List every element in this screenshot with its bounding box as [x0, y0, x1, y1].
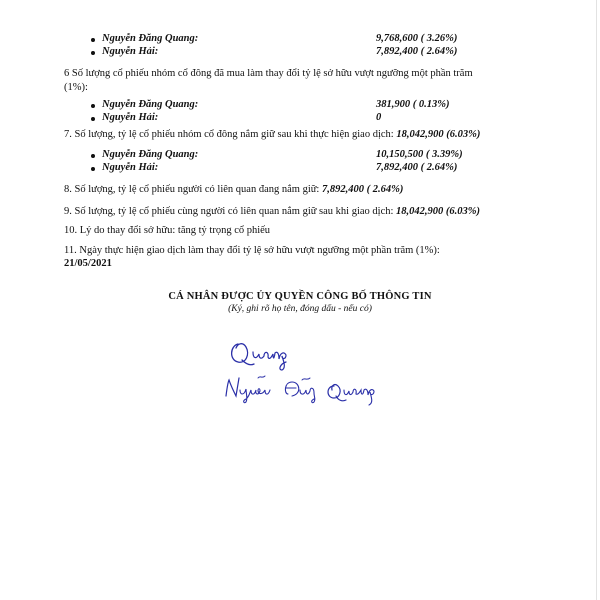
- shareholder-name: Nguyễn Đăng Quang:: [102, 99, 199, 110]
- shareholder-value: 7,892,400 ( 2.64%): [376, 162, 458, 173]
- item-8-text: 8. Số lượng, tỷ lệ cổ phiếu người có liên quan đang nắm giữ:: [64, 184, 320, 195]
- bullet-icon: [91, 38, 95, 42]
- item-7-line: [64, 128, 480, 141]
- signature-subtitle: (Ký, ghi rõ họ tên, đóng dấu - nếu có): [228, 304, 372, 314]
- item-9-line: [64, 205, 480, 218]
- item-10-text: 10. Lý do thay đổi sở hữu: tăng tỷ trọng cổ phiếu: [64, 225, 271, 236]
- shareholder-name: Nguyễn Hải:: [102, 46, 159, 57]
- item-7-text: 7. Số lượng, tỷ lệ cổ phiếu nhóm cổ đông nắm giữ sau khi thực hiện giao dịch:: [64, 129, 394, 140]
- bullet-icon: [91, 51, 95, 55]
- bullet-icon: [91, 154, 95, 158]
- handwritten-name-icon: [222, 372, 382, 408]
- item-11-text: 11. Ngày thực hiện giao dịch làm thay đổi tỷ lệ sở hữu vượt ngưỡng một phần trăm (1%):: [64, 245, 440, 256]
- shareholder-value: 9,768,600 ( 3.26%): [376, 33, 458, 44]
- item-9-value: 18,042,900 (6.03%): [396, 206, 481, 217]
- item-8-value: 7,892,400 ( 2.64%): [321, 184, 404, 195]
- shareholder-value: 7,892,400 ( 2.64%): [376, 46, 458, 57]
- item-11-date: 21/05/2021: [64, 258, 112, 269]
- item-6-text-cont: (1%):: [64, 82, 88, 93]
- bullet-icon: [91, 167, 95, 171]
- item-7-value: 18,042,900 (6.03%): [396, 129, 481, 140]
- item-6-text: 6 Số lượng cổ phiếu nhóm cổ đông đã mua làm thay đổi tỷ lệ sở hữu vượt ngưỡng một phần trăm: [64, 68, 473, 79]
- item-9-text: 9. Số lượng, tỷ lệ cổ phiếu cùng người có liên quan nắm giữ sau khi giao dịch:: [64, 206, 394, 217]
- shareholder-value: 10,150,500 ( 3.39%): [376, 149, 463, 160]
- shareholder-name: Nguyễn Đăng Quang:: [102, 149, 199, 160]
- item-8-line: [64, 183, 403, 196]
- signature-icon: [226, 336, 296, 372]
- bullet-icon: [91, 117, 95, 121]
- shareholder-value: 0: [376, 112, 382, 123]
- shareholder-name: Nguyễn Hải:: [102, 112, 159, 123]
- shareholder-value: 381,900 ( 0.13%): [376, 99, 450, 110]
- bullet-icon: [91, 104, 95, 108]
- signature-title: CÁ NHÂN ĐƯỢC ỦY QUYỀN CÔNG BỐ THÔNG TIN: [168, 291, 432, 302]
- shareholder-name: Nguyễn Đăng Quang:: [102, 33, 199, 44]
- shareholder-name: Nguyễn Hải:: [102, 162, 159, 173]
